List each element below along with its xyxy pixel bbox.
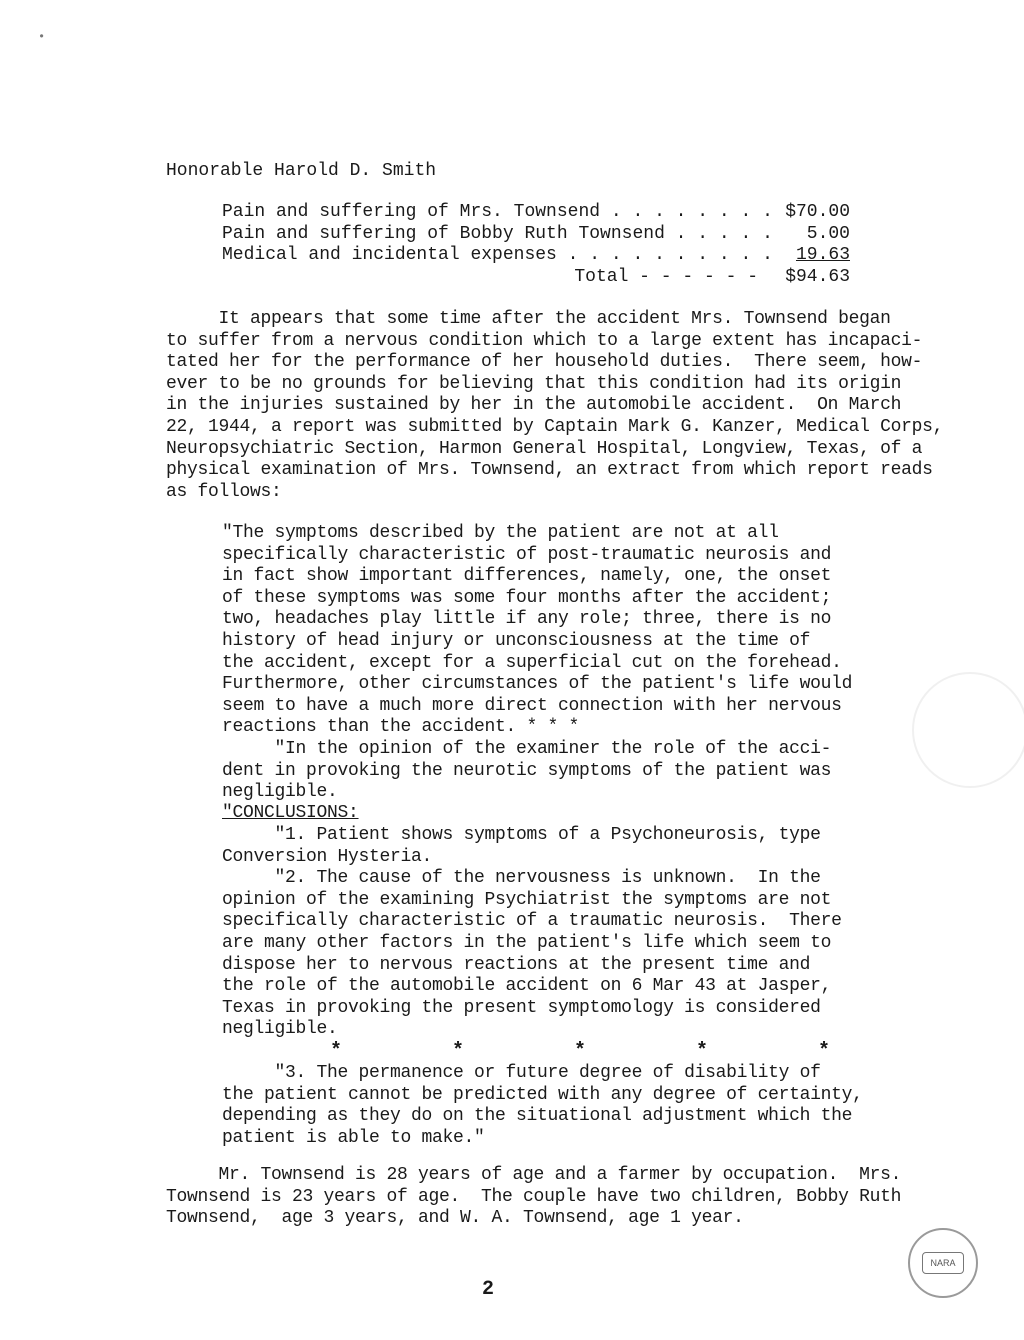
text-line: in fact show important differences, namely, one, the onset: [222, 566, 832, 587]
text-line: It appears that some time after the accident Mrs. Townsend began: [166, 309, 891, 329]
star: *: [451, 1040, 464, 1063]
expense-row: [222, 224, 882, 246]
text-line: Neuropsychiatric Section, Harmon General Hospital, Longview, Texas, of a: [166, 438, 923, 459]
text-line: specifically characteristic of a traumatic neurosis. There: [222, 911, 842, 932]
text-line: the role of the automobile accident on 6 Mar 43 at Jasper,: [222, 976, 832, 997]
star: *: [573, 1040, 586, 1063]
expense-label: Pain and suffering of Mrs. Townsend . . . . . . . .: [222, 202, 773, 222]
text-line: are many other factors in the patient's life which seem to: [222, 933, 832, 953]
scan-mark: •: [38, 30, 46, 44]
expense-total-amount: $94.63: [785, 266, 850, 287]
expense-amount: $70.00: [785, 202, 850, 222]
text-line: the accident, except for a superficial cut on the forehead.: [222, 652, 842, 673]
conclusions-heading: [222, 803, 359, 825]
star: *: [817, 1040, 830, 1063]
text-line: "In the opinion of the examiner the role of the acci-: [222, 739, 832, 759]
text-line: tated her for the performance of her household duties. There seem, how-: [166, 352, 923, 373]
text-line: ever to be no grounds for believing that this condition had its origin: [166, 373, 902, 394]
text-line: "1. Patient shows symptoms of a Psychoneurosis, type: [222, 825, 821, 845]
text-line: negligible.: [222, 1019, 338, 1040]
text-line: Mr. Townsend is 28 years of age and a farmer by occupation. Mrs.: [166, 1165, 902, 1185]
text-line: "The symptoms described by the patient are not at all: [222, 523, 779, 543]
text-line: dispose her to nervous reactions at the present time and: [222, 954, 811, 975]
page-number: 2: [482, 1278, 495, 1301]
archive-stamp: [908, 1228, 978, 1298]
text-line: "3. The permanence or future degree of disability of: [222, 1063, 821, 1083]
text-line: of these symptoms was some four months after the accident;: [222, 587, 832, 608]
text-line: patient is able to make.": [222, 1127, 485, 1148]
text-line: to suffer from a nervous condition which to a large extent has incapaci-: [166, 330, 923, 351]
ellipsis-stars: [330, 1040, 830, 1063]
text-line: reactions than the accident. * * *: [222, 717, 580, 738]
text-line: as follows:: [166, 481, 282, 502]
text-line: physical examination of Mrs. Townsend, an extract from which report reads: [166, 460, 933, 481]
expense-label: Pain and suffering of Bobby Ruth Townsend . . . . .: [222, 223, 773, 244]
expense-row: [222, 202, 882, 224]
text-line: 22, 1944, a report was submitted by Captain Mark G. Kanzer, Medical Corps,: [166, 417, 944, 437]
archive-stamp-label: NARA: [922, 1252, 964, 1274]
text-line: in the injuries sustained by her in the automobile accident. On March: [166, 395, 902, 416]
expense-amount: 5.00: [806, 223, 850, 244]
expense-ledger: [222, 202, 882, 288]
text-line: history of head injury or unconsciousness at the time of: [222, 631, 811, 651]
expense-label: Medical and incidental expenses . . . . . . . . . .: [222, 245, 773, 265]
text-line: Furthermore, other circumstances of the patient's life would: [222, 674, 853, 695]
text-line: seem to have a much more direct connection with her nervous: [222, 695, 842, 716]
faint-library-stamp: [912, 672, 1024, 788]
text-line: Townsend, age 3 years, and W. A. Townsend, age 1 year.: [166, 1208, 744, 1229]
text-line: Townsend is 23 years of age. The couple have two children, Bobby Ruth: [166, 1186, 902, 1207]
text-line: Texas in provoking the present symptomology is considered: [222, 997, 821, 1018]
conclusions-heading-text: "CONCLUSIONS:: [222, 803, 359, 823]
expense-amount: 19.63: [795, 245, 850, 265]
expense-total-label: Total - - - - - -: [574, 266, 758, 287]
recipient-heading: Honorable Harold D. Smith: [166, 161, 437, 181]
text-line: opinion of the examining Psychiatrist the symptoms are not: [222, 889, 832, 910]
text-line: depending as they do on the situational adjustment which the: [222, 1106, 853, 1127]
text-line: negligible.: [222, 782, 338, 803]
star: *: [330, 1040, 343, 1063]
expense-row: [222, 245, 882, 267]
text-line: Conversion Hysteria.: [222, 846, 433, 867]
text-line: "2. The cause of the nervousness is unknown. In the: [222, 868, 821, 889]
expense-total-row: [222, 267, 882, 289]
text-line: specifically characteristic of post-traumatic neurosis and: [222, 544, 832, 565]
text-line: the patient cannot be predicted with any degree of certainty,: [222, 1084, 863, 1105]
text-line: dent in provoking the neurotic symptoms of the patient was: [222, 760, 832, 781]
star: *: [695, 1040, 708, 1063]
text-line: two, headaches play little if any role; three, there is no: [222, 609, 832, 630]
